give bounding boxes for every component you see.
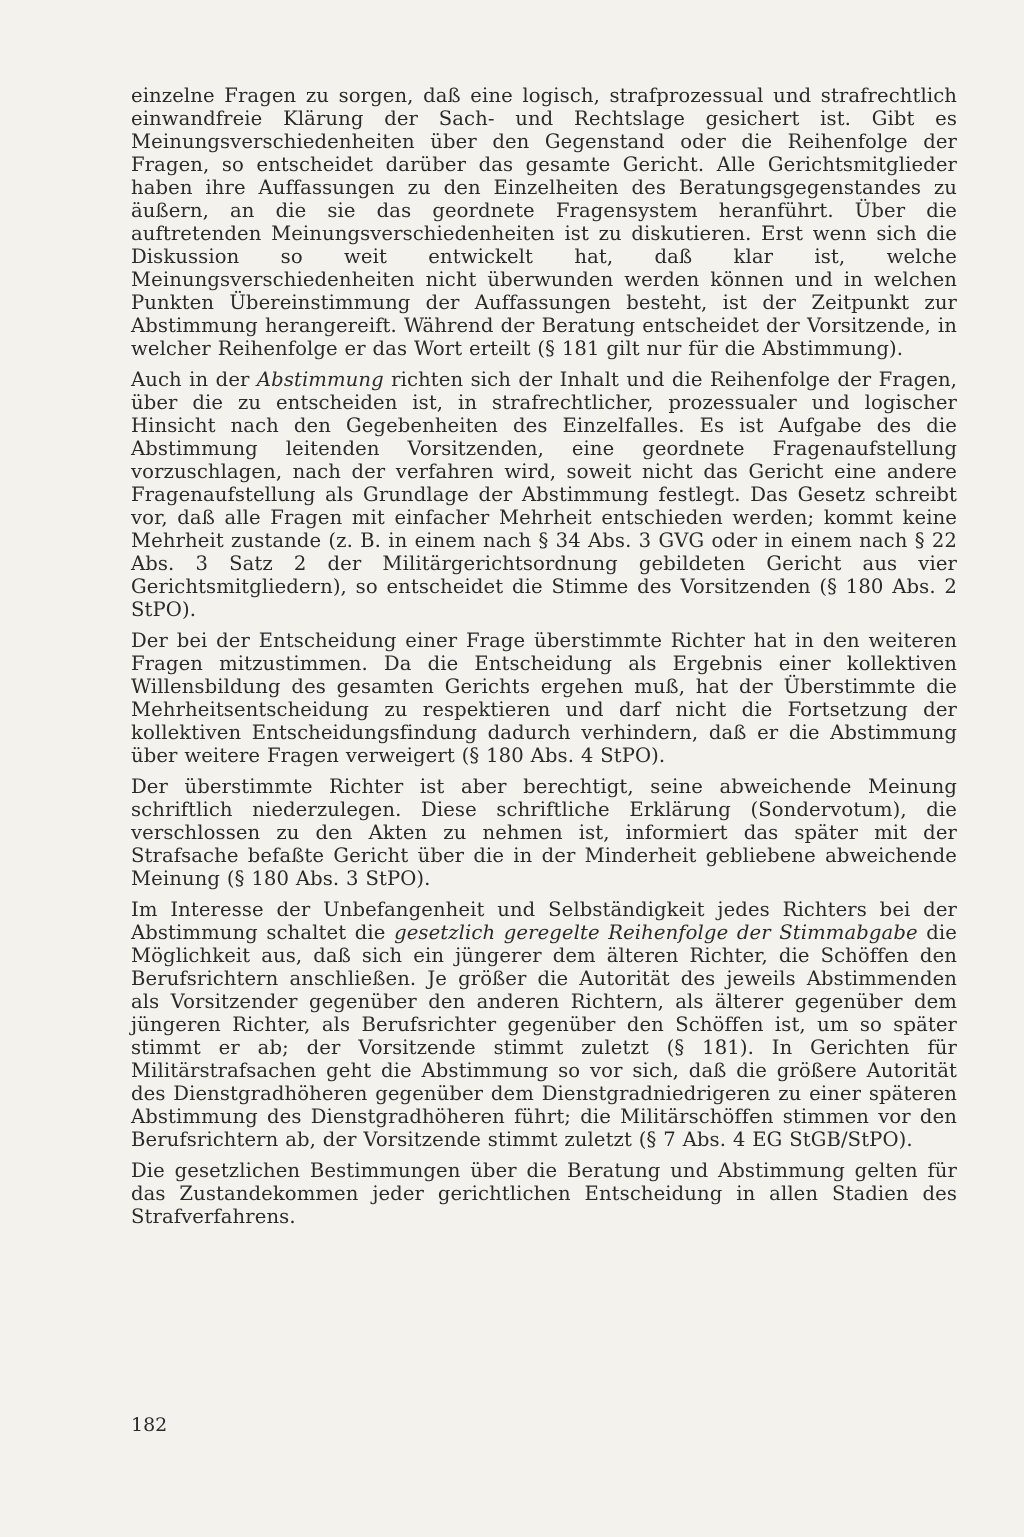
paragraph-2-emphasis: Abstimmung — [256, 368, 384, 391]
paragraph-3-text: Der bei der Entscheidung einer Frage überstimmte Richter hat in den weiteren Fragen mitzustimmen. Da die Entscheidung als Ergebnis einer kollektiven Willensbildung des gesamten Gerichts ergehen muß, hat der Überstimmte die Mehrheitsentscheidung zu respektieren und darf nicht die Fortsetzung der kollektiven Entscheidungsfindung dadurch verhindern, daß er die Abstimmung über weitere Fragen verweigert (§ 180 Abs. 4 StPO). — [131, 629, 957, 767]
paragraph-1-text: einzelne Fragen zu sorgen, daß eine logisch, strafprozessual und strafrechtlich einwandfreie Klärung der Sach- und Rechtslage gesichert ist. Gibt es Meinungsverschiedenheiten über den Gegenstand oder die Reihenfolge der Fragen, so entscheidet darüber das gesamte Gericht. Alle Gerichtsmitglieder haben ihre Auffassungen zu den Einzelheiten des Beratungsgegenstandes zu äußern, an die sie das geordnete Fragensystem heranführt. Über die auftretenden Meinungsverschiedenheiten ist zu diskutieren. Erst wenn sich die Diskussion so weit entwickelt hat, daß klar ist, welche Meinungsverschiedenheiten nicht überwunden werden können und in welchen Punkten Übereinstimmung der Auffassungen besteht, ist der Zeitpunkt zur Abstimmung herangereift. Während der Beratung entscheidet der Vorsitzende, in welcher Reihenfolge er das Wort erteilt (§ 181 gilt nur für die Abstimmung). — [131, 84, 957, 360]
paragraph-5 — [131, 898, 957, 1151]
paragraph-5-emphasis: gesetzlich geregelte Reihenfolge der Stimmabgabe — [394, 921, 918, 944]
paragraph-3 — [131, 629, 957, 767]
paragraph-4 — [131, 775, 957, 890]
paragraph-5-text-a: Im Interesse der Unbefangenheit und Selbständigkeit jedes Richters bei der Abstimmung schaltet die — [131, 898, 957, 944]
paragraph-6 — [131, 1159, 957, 1228]
paragraph-6-text: Die gesetzlichen Bestimmungen über die Beratung und Abstimmung gelten für das Zustandekommen jeder gerichtlichen Entscheidung in allen Stadien des Strafverfahrens. — [131, 1159, 957, 1228]
paragraph-4-text: Der überstimmte Richter ist aber berechtigt, seine abweichende Meinung schriftlich niederzulegen. Diese schriftliche Erklärung (Sondervotum), die verschlossen zu den Akten zu nehmen ist, informiert das später mit der Strafsache befaßte Gericht über die in der Minderheit gebliebene abweichende Meinung (§ 180 Abs. 3 StPO). — [131, 775, 957, 890]
page-number: 182 — [131, 1414, 168, 1436]
paragraph-2-text-b: richten sich der Inhalt und die Reihenfolge der Fragen, über die zu entscheiden ist, in strafrechtlicher, prozessualer und logischer Hinsicht nach den Gegebenheiten des Einzelfalles. Es ist Aufgabe des die Abstimmung leitenden Vorsitzenden, eine geordnete Fragenaufstellung vorzuschlagen, nach der verfahren wird, soweit nicht das Gericht eine andere Fragenaufstellung als Grundlage der Abstimmung festlegt. Das Gesetz schreibt vor, daß alle Fragen mit einfacher Mehrheit entschieden werden; kommt keine Mehrheit zustande (z. B. in einem nach § 34 Abs. 3 GVG oder in einem nach § 22 Abs. 3 Satz 2 der Militärgerichtsordnung gebildeten Gericht aus vier Gerichtsmitgliedern), so entscheidet die Stimme des Vorsitzenden (§ 180 Abs. 2 StPO). — [131, 368, 957, 621]
body-text — [131, 84, 957, 1236]
paragraph-2-text-a: Auch in der — [131, 368, 257, 391]
paragraph-1 — [131, 84, 957, 360]
paragraph-2 — [131, 368, 957, 621]
paragraph-5-text-b: die Möglichkeit aus, daß sich ein jüngerer dem älteren Richter, die Schöffen den Berufsrichtern anschließen. Je größer die Autorität des jeweils Abstimmenden als Vorsitzender gegenüber den anderen Richtern, als älterer gegenüber dem jüngeren Richter, als Berufsrichter gegenüber den Schöffen ist, um so später stimmt er ab; der Vorsitzende stimmt zuletzt (§ 181). In Gerichten für Militärstrafsachen geht die Abstimmung so vor sich, daß die größere Autorität des Dienstgradhöheren gegenüber dem Dienstgradniedrigeren zu einer späteren Abstimmung des Dienstgradhöheren führt; die Militärschöffen stimmen vor den Berufsrichtern ab, der Vorsitzende stimmt zuletzt (§ 7 Abs. 4 EG StGB/StPO). — [131, 921, 957, 1151]
